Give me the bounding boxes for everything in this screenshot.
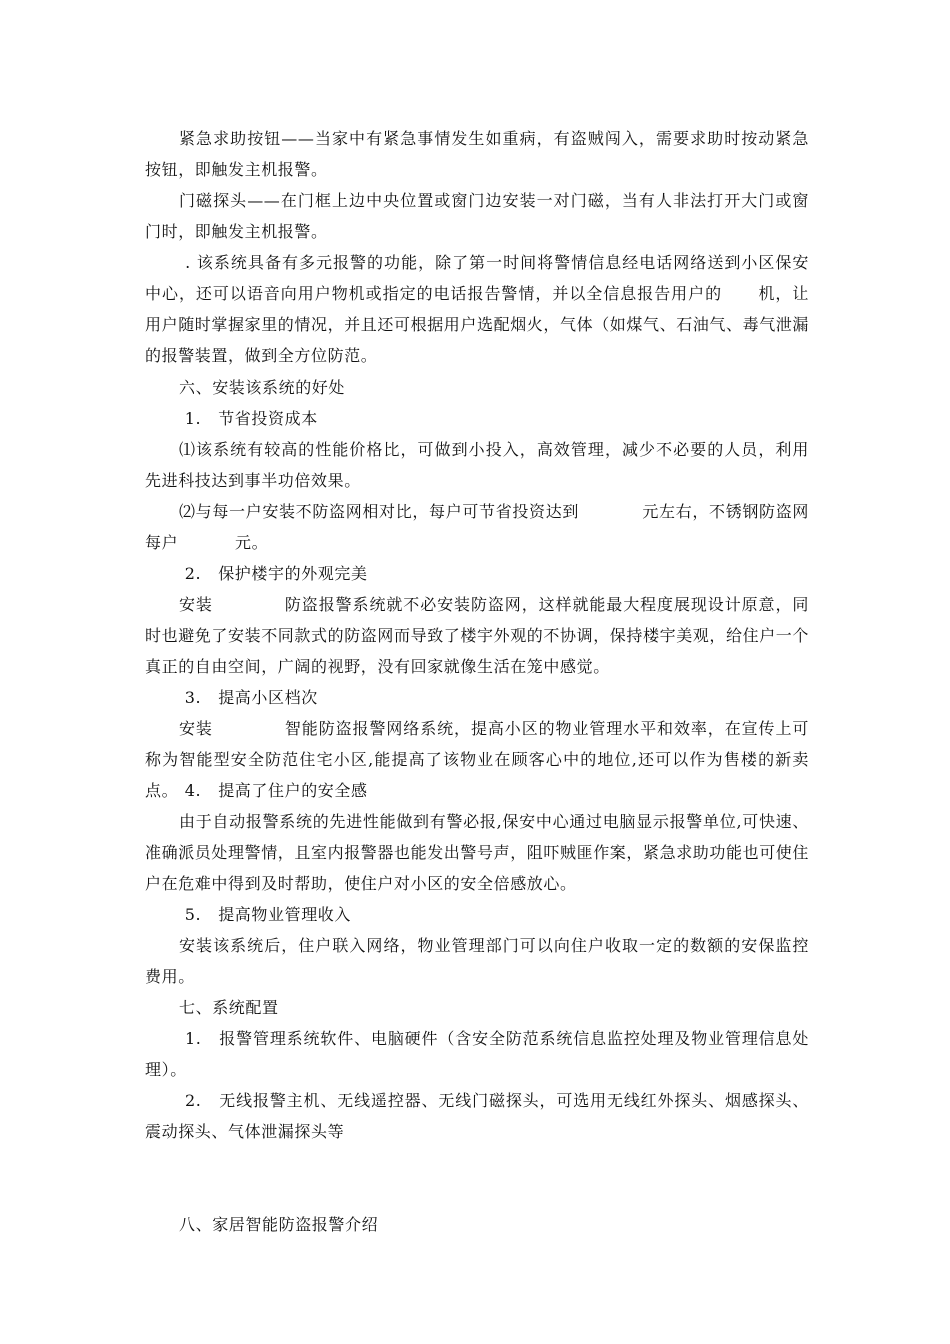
- paragraph-cost-comparison: ⑵与每一户安装不防盗网相对比，每户可节省投资达到 元左右，不锈钢防盗网每户 元。: [145, 502, 809, 552]
- paragraph-multi-alarm: . 该系统具备有多元报警的功能，除了第一时间将警情信息经电话网络送到小区保安中心，还可以语音向用户物机或指定的电话报告警情，并以全信息报告用户的 机，让用户随时掌握家里的情况，并且还可根据用户选配烟火，气体（如煤气、石油气、毒气泄漏的报警装置，做到全方位防范。: [145, 253, 810, 365]
- paragraph-config-software: 1. 报警管理系统软件、电脑硬件（含安全防范系统信息监控处理及物业管理信息处理）。: [145, 1029, 810, 1079]
- section-heading-benefits: 六、安装该系统的好处: [179, 378, 346, 397]
- paragraph-emergency-button: 紧急求助按钮——当家中有紧急事情发生如重病，有盗贼闯入，需要求助时按动紧急按钮，即触发主机报警。: [145, 129, 809, 179]
- list-item-heading: 3. 提高小区档次: [179, 688, 318, 707]
- paragraph-security: 由于自动报警系统的先进性能做到有警必报,保安中心通过电脑显示报警单位,可快速、准确派员处理警情，且室内报警器也能发出警号声，阻吓贼匪作案，紧急求助功能也可使住户在危难中得到及时帮助，使住户对小区的安全倍感放心。: [145, 812, 810, 893]
- paragraph-community-grade: 安装 智能防盗报警网络系统，提高小区的物业管理水平和效率，在宣传上可称为智能型安全防范住宅小区,能提高了该物业在顾客心中的地位,还可以作为售楼的新卖点。: [145, 719, 809, 800]
- paragraph-cost-performance: ⑴该系统有较高的性能价格比，可做到小投入，高效管理，减少不必要的人员，利用先进科技达到事半功倍效果。: [145, 440, 809, 490]
- paragraph-income: 安装该系统后，住户联入网络，物业管理部门可以向住户收取一定的数额的安保监控费用。: [145, 936, 809, 986]
- section-heading-introduction: 八、家居智能防盗报警介绍: [179, 1215, 379, 1234]
- list-item-heading: 2. 保护楼宇的外观完美: [179, 564, 368, 583]
- section-heading-configuration: 七、系统配置: [179, 998, 279, 1017]
- list-item-heading: 1. 节省投资成本: [179, 409, 318, 428]
- list-item-heading: 5. 提高物业管理收入: [179, 905, 352, 924]
- paragraph-config-hardware: 2. 无线报警主机、无线遥控器、无线门磁探头，可选用无线红外探头、烟感探头、震动探头、气体泄漏探头等: [145, 1091, 810, 1141]
- list-item-heading: 4. 提高了住户的安全感: [179, 781, 368, 800]
- paragraph-appearance: 安装 防盗报警系统就不必安装防盗网，这样就能最大程度展现设计原意，同时也避免了安装不同款式的防盗网而导致了楼宇外观的不协调，保持楼宇美观，给住户一个真正的自由空间，广阔的视野，没有回家就像生活在笼中感觉。: [145, 595, 810, 676]
- paragraph-door-sensor: 门磁探头——在门框上边中央位置或窗门边安装一对门磁，当有人非法打开大门或窗门时，即触发主机报警。: [145, 191, 809, 241]
